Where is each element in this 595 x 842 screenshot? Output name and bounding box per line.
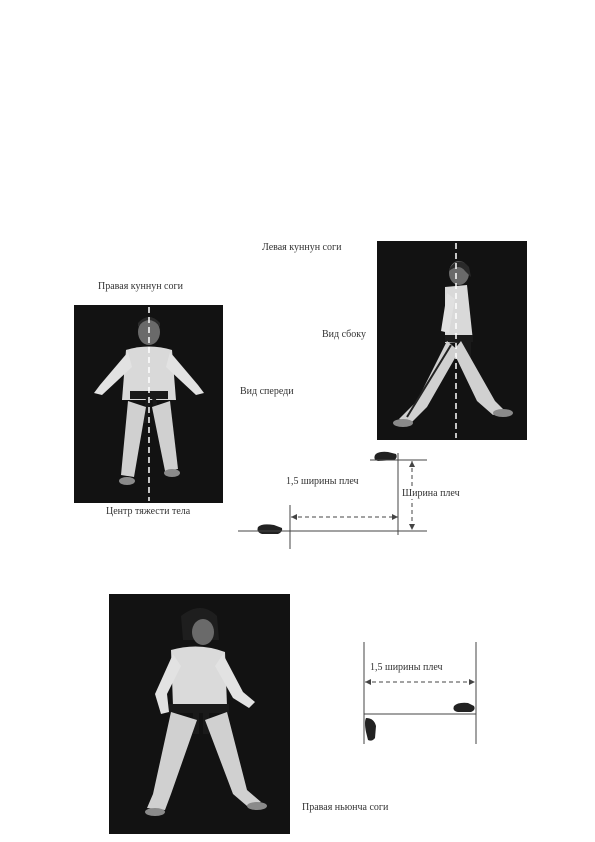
foot-front-icon — [454, 703, 475, 712]
caption-center-of-gravity: Центр тяжести тела — [106, 506, 191, 517]
caption-stance-name: Правая ньюнча соги — [302, 802, 389, 813]
caption-side-view: Вид сбоку — [322, 329, 366, 340]
stance-diagram-bottom — [358, 640, 483, 750]
caption-right-stance: Правая куннун соги — [98, 281, 183, 292]
caption-stance-width-top: 1,5 ширины плеч — [286, 476, 359, 487]
caption-left-stance: Левая куннун соги — [262, 242, 342, 253]
photo-right-stance — [109, 594, 290, 834]
foot-back-icon — [365, 718, 376, 741]
stance-diagram-top — [230, 445, 430, 550]
photo-side-view — [377, 241, 527, 440]
caption-stance-width-bottom: 1,5 ширины плеч — [370, 662, 443, 673]
caption-front-view: Вид спереди — [240, 386, 294, 397]
foot-back-icon — [258, 524, 283, 534]
caption-shoulder-width: Ширина плеч — [402, 488, 460, 499]
photo-front-view — [74, 305, 223, 503]
